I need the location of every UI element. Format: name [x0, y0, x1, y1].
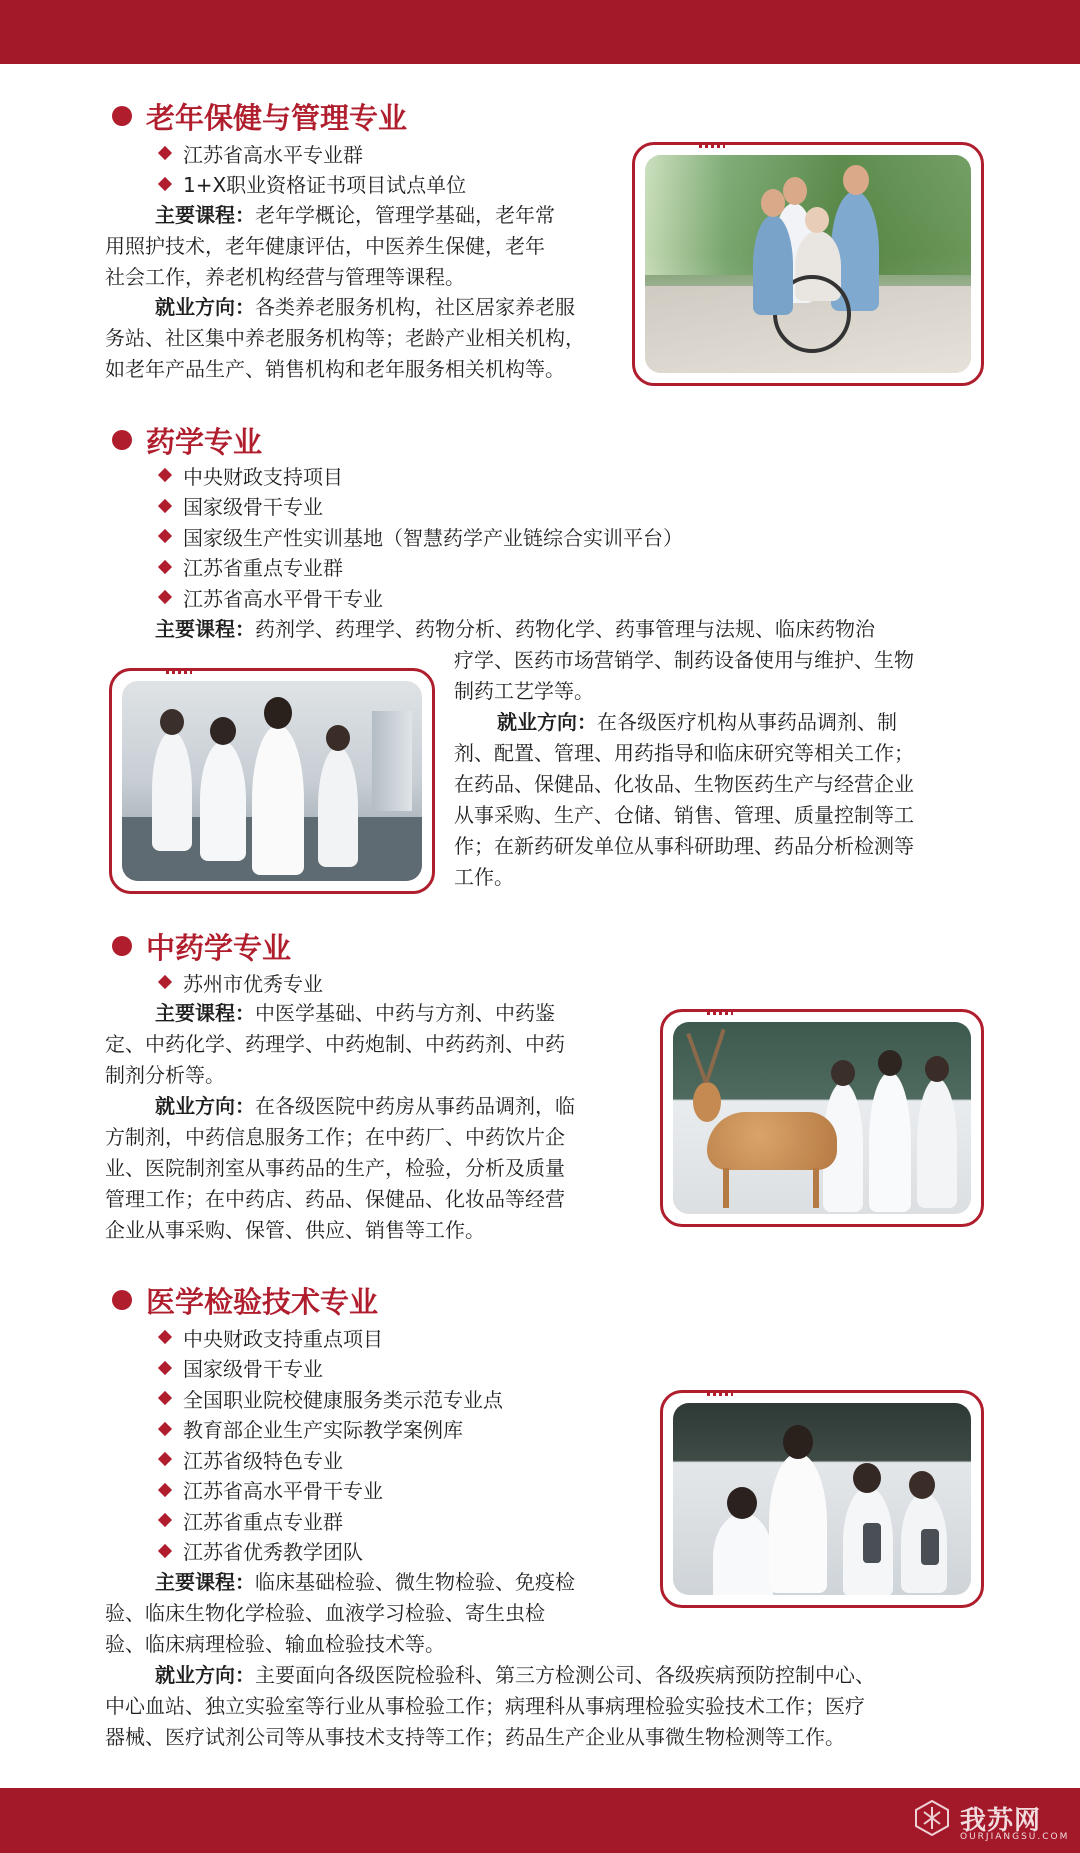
- diamond-bullet-icon: [158, 1483, 172, 1497]
- badge-item: 江苏省重点专业群: [157, 552, 683, 583]
- diamond-bullet-icon: [158, 975, 172, 989]
- ourjiangsu-logo-icon: [912, 1798, 952, 1838]
- careers-elderly-care: 就业方向：各类养老服务机构，社区居家养老服 务站、社区集中养老服务机构等；老龄产业相关机构， 如老年产品生产、销售机构和老年服务相关机构等。: [105, 295, 585, 381]
- diamond-bullet-icon: [158, 1391, 172, 1405]
- diamond-bullet-icon: [158, 560, 172, 574]
- diamond-bullet-icon: [158, 590, 172, 604]
- badge-item: 江苏省高水平骨干专业: [157, 1475, 503, 1506]
- diamond-bullet-icon: [158, 529, 172, 543]
- bullet-dot-icon: [112, 936, 132, 956]
- badge-item: 全国职业院校健康服务类示范专业点: [157, 1383, 503, 1414]
- section-title-pharmacy: 药学专业: [112, 420, 262, 460]
- photo-elderly-care: [632, 142, 984, 386]
- badge-item: 中央财政支持项目: [157, 460, 683, 491]
- courses-pharmacy: 疗学、医药市场营销学、制药设备使用与维护、生物 制药工艺学等。: [454, 648, 914, 703]
- diamond-bullet-icon: [158, 468, 172, 482]
- diamond-bullet-icon: [158, 1452, 172, 1466]
- photo-pharmacy-lab: [109, 668, 435, 894]
- diamond-bullet-icon: [158, 1422, 172, 1436]
- diamond-bullet-icon: [158, 499, 172, 513]
- badge-item: 国家级生产性实训基地（智慧药学产业链综合实训平台）: [157, 521, 683, 552]
- photo-tcm-specimen: [660, 1009, 984, 1227]
- courses-elderly-care: 主要课程：老年学概论，管理学基础，老年常 用照护技术，老年健康评估，中医养生保健，老年 社会工作，养老机构经营与管理等课程。: [105, 203, 555, 289]
- courses-pharmacy-line1: 主要课程：药剂学、药理学、药物分析、药物化学、药事管理与法规、临床药物治: [155, 617, 875, 641]
- courses-tcm-pharmacy: 主要课程：中医学基础、中药与方剂、中药鉴 定、中药化学、药理学、中药炮制、中药药剂、中药 制剂分析等。: [105, 1001, 565, 1087]
- careers-medical-lab: 就业方向：主要面向各级医院检验科、第三方检测公司、各级疾病预防控制中心、 中心血站、独立实验室等行业从事检验工作；病理科从事病理检验实验技术工作；医疗 器械、医疗试剂公司等从事技术支持等工作；药品生产企业从事微生物检测等工作。: [105, 1663, 875, 1749]
- bullet-dot-icon: [112, 106, 132, 126]
- courses-medical-lab: 主要课程：临床基础检验、微生物检验、免疫检 验、临床生物化学检验、血液学习检验、寄生虫检 验、临床病理检验、输血检验技术等。: [105, 1570, 575, 1656]
- badge-item: 国家级骨干专业: [157, 1353, 503, 1384]
- badge-item: 1+X职业资格证书项目试点单位: [157, 169, 466, 200]
- diamond-bullet-icon: [158, 1330, 172, 1344]
- diamond-bullet-icon: [158, 146, 172, 160]
- badge-item: 江苏省高水平骨干专业: [157, 582, 683, 613]
- top-band: [0, 0, 1080, 64]
- badge-item: 江苏省级特色专业: [157, 1444, 503, 1475]
- badge-item: 国家级骨干专业: [157, 491, 683, 522]
- diamond-bullet-icon: [158, 1361, 172, 1375]
- bullet-dot-icon: [112, 1290, 132, 1310]
- photo-medical-lab: [660, 1390, 984, 1608]
- careers-pharmacy: 就业方向：在各级医疗机构从事药品调剂、制 剂、配置、管理、用药指导和临床研究等相关工作； 在药品、保健品、化妆品、生物医药生产与经营企业 从事采购、生产、仓储、销售、管理、质量控制等工 作；在新药研发单位从事科研助理、药品分析检测等 工作。: [454, 710, 914, 889]
- section-badges-pharmacy: [157, 460, 683, 613]
- badge-item: 苏州市优秀专业: [157, 967, 323, 998]
- section-badges-tcm-pharmacy: [157, 967, 323, 998]
- diamond-bullet-icon: [158, 1544, 172, 1558]
- badge-item: 江苏省优秀教学团队: [157, 1536, 503, 1567]
- section-title-medical-lab: 医学检验技术专业: [112, 1280, 378, 1320]
- badge-item: 中央财政支持重点项目: [157, 1322, 503, 1353]
- diamond-bullet-icon: [158, 177, 172, 191]
- bullet-dot-icon: [112, 430, 132, 450]
- site-logo: 我苏网 OURJIANGSU.COM: [912, 1798, 1041, 1838]
- careers-tcm-pharmacy: 就业方向：在各级医院中药房从事药品调剂，临 方制剂，中药信息服务工作；在中药厂、中药饮片企 业、医院制剂室从事药品的生产，检验，分析及质量 管理工作；在中药店、药品、保健品、化妆品等经营 企业从事采购、保管、供应、销售等工作。: [105, 1094, 575, 1242]
- section-badges-elderly-care: [157, 138, 466, 199]
- section-title-elderly-care: 老年保健与管理专业: [112, 96, 407, 136]
- section-badges-medical-lab: [157, 1322, 503, 1566]
- badge-item: 教育部企业生产实际教学案例库: [157, 1414, 503, 1445]
- badge-item: 江苏省高水平专业群: [157, 138, 466, 169]
- diamond-bullet-icon: [158, 1513, 172, 1527]
- section-title-tcm-pharmacy: 中药学专业: [112, 926, 291, 966]
- badge-item: 江苏省重点专业群: [157, 1505, 503, 1536]
